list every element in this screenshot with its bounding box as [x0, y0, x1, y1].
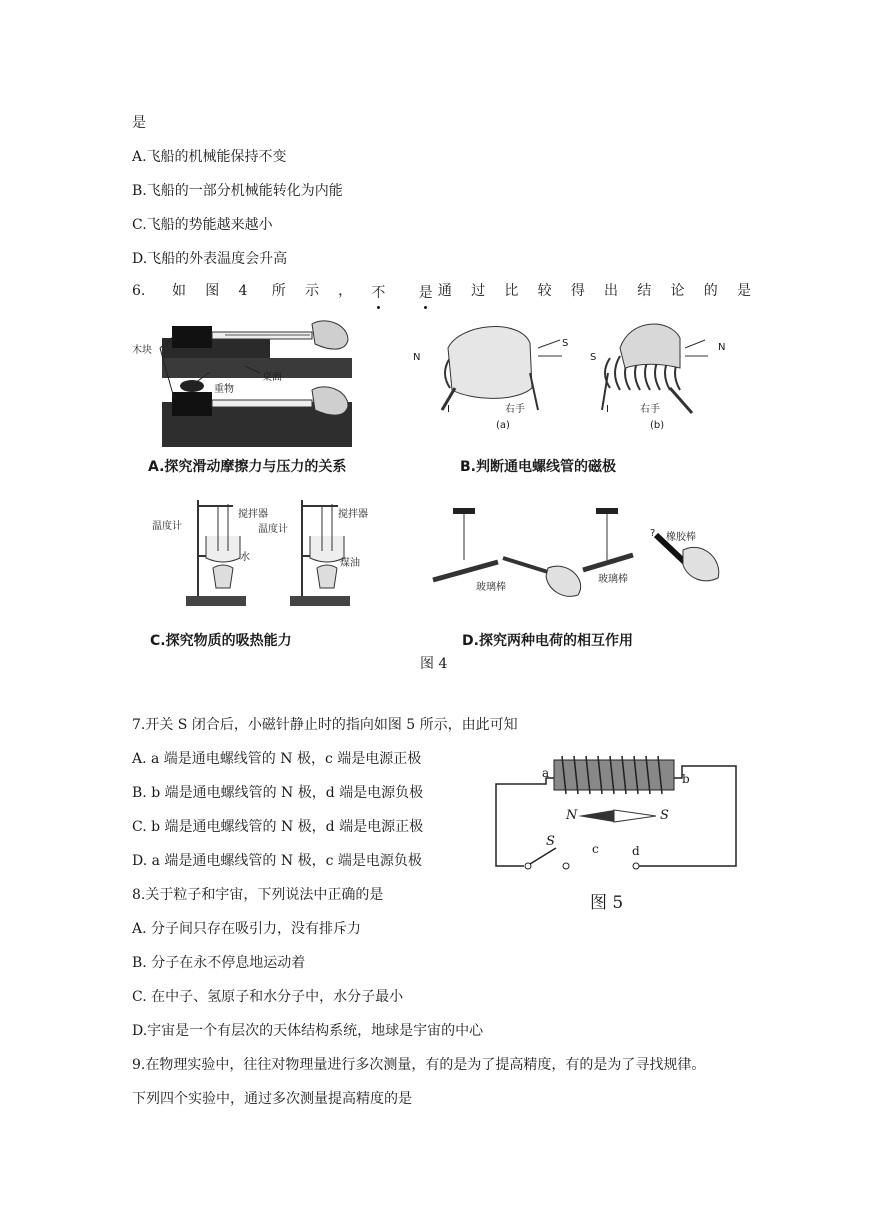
q6-stem-char: 比 [504, 283, 519, 299]
q7-option-d: D. a 端是通电螺线管的 N 极，c 端是电源负极 [132, 853, 422, 869]
label-b-s2: S [590, 352, 597, 363]
fig5-label-d: d [632, 844, 640, 858]
q6-stem-char: 所 [271, 283, 286, 299]
label-b-i1: I [447, 404, 450, 415]
q8-option-a: A. 分子间只存在吸引力，没有排斥力 [132, 921, 362, 937]
q6-number: 6. [132, 283, 146, 299]
fig5-circuit-diagram [486, 748, 746, 878]
q9-line2: 下列四个实验中，通过多次测量提高精度的是 [132, 1091, 412, 1107]
label-d-rubber: 橡胶棒 [666, 532, 696, 543]
q6-stem-char: 出 [604, 283, 619, 299]
q6-stem-char: 是 [737, 283, 751, 299]
q7-option-b: B. b 端是通电螺线管的 N 极，d 端是电源负极 [132, 785, 424, 801]
q6-stem-char: 图 [205, 283, 220, 299]
q9-line1: 9.在物理实验中，往往对物理量进行多次测量，有的是为了提高精度，有的是为了寻找规律。 [132, 1057, 706, 1073]
label-b-hand2: 右手 [640, 404, 660, 415]
q6-stem-char: 较 [537, 283, 552, 299]
q5-option-a: A.飞船的机械能保持不变 [132, 149, 287, 165]
q7-option-a: A. a 端是通电螺线管的 N 极，c 端是电源正极 [132, 751, 422, 767]
q6-stem-char: ， [338, 283, 353, 299]
fig5-label-n: N [566, 808, 578, 823]
fig4-caption-b: B.判断通电螺线管的磁极 [460, 459, 616, 475]
q5-option-b: B.飞船的一部分机械能转化为内能 [132, 183, 343, 199]
q6-stem-char: 通 [437, 283, 452, 299]
label-weight: 重物 [214, 384, 234, 395]
q6-stem-char: 如 [172, 283, 186, 299]
fig4-caption-a: A.探究滑动摩擦力与压力的关系 [148, 459, 347, 475]
fig5-label-switch: S [546, 834, 555, 849]
q7-option-c: C. b 端是通电螺线管的 N 极，d 端是电源正极 [132, 819, 424, 835]
q6-stem-char: 得 [570, 283, 585, 299]
label-b-n1: N [413, 352, 421, 363]
label-c-kerosene: 煤油 [340, 558, 360, 569]
label-c-water: 水 [240, 552, 250, 563]
q6-stem-char: 过 [471, 283, 486, 299]
label-d-question: ? [650, 528, 656, 539]
label-block: 木块 [132, 345, 152, 356]
label-c-thermo1: 温度计 [152, 521, 182, 532]
q8-option-c: C. 在中子、氢原子和水分子中，水分子最小 [132, 989, 404, 1005]
q8-stem: 8.关于粒子和宇宙，下列说法中正确的是 [132, 887, 384, 903]
label-c-stir1: 搅拌器 [238, 509, 268, 520]
q7-stem: 7.开关 S 闭合后，小磁针静止时的指向如图 5 所示，由此可知 [132, 717, 518, 733]
label-b-i2: I [606, 404, 609, 415]
fig4-friction-apparatus [150, 318, 380, 453]
label-c-stir2: 搅拌器 [338, 509, 368, 520]
fig5-label-s: S [660, 808, 669, 823]
fig4-solenoid-right-hand [430, 318, 730, 438]
fig4-caption-d: D.探究两种电荷的相互作用 [462, 633, 633, 649]
fig4-caption-c: C.探究物质的吸热能力 [150, 633, 292, 649]
label-desk: 桌面 [262, 372, 282, 383]
fig5-label: 图 5 [590, 893, 624, 913]
q6-stem-char: 不 [371, 285, 386, 301]
q8-option-b: B. 分子在永不停息地运动着 [132, 955, 306, 971]
q6-stem-char: 的 [703, 283, 718, 299]
label-d-glass1: 玻璃棒 [476, 582, 506, 593]
fig5-label-c: c [592, 842, 599, 856]
label-b-s1: S [562, 338, 569, 349]
q6-stem-char: 结 [637, 283, 652, 299]
label-b-hand1: 右手 [505, 404, 525, 415]
label-b-sub-b: (b) [650, 420, 665, 431]
label-c-thermo2: 温度计 [258, 524, 288, 535]
q6-stem-char: 是 [418, 285, 433, 301]
fig5-label-a: a [542, 766, 550, 780]
fig4-label: 图 4 [420, 656, 448, 672]
q5-stem-tail: 是 [132, 115, 146, 131]
label-d-glass2: 玻璃棒 [598, 574, 628, 585]
q6-stem-char: 示 [304, 283, 319, 299]
fig4-charge-interaction [428, 500, 728, 610]
q6-stem-char: 论 [670, 283, 685, 299]
q8-option-d: D.宇宙是一个有层次的天体结构系统，地球是宇宙的中心 [132, 1023, 484, 1039]
fig5-label-b: b [682, 772, 690, 786]
label-b-n2: N [718, 342, 726, 353]
q5-option-d: D.飞船的外表温度会升高 [132, 251, 288, 267]
q6-stem-char: 4 [238, 283, 248, 299]
q5-option-c: C.飞船的势能越来越小 [132, 217, 273, 233]
label-b-sub-a: (a) [496, 420, 510, 431]
